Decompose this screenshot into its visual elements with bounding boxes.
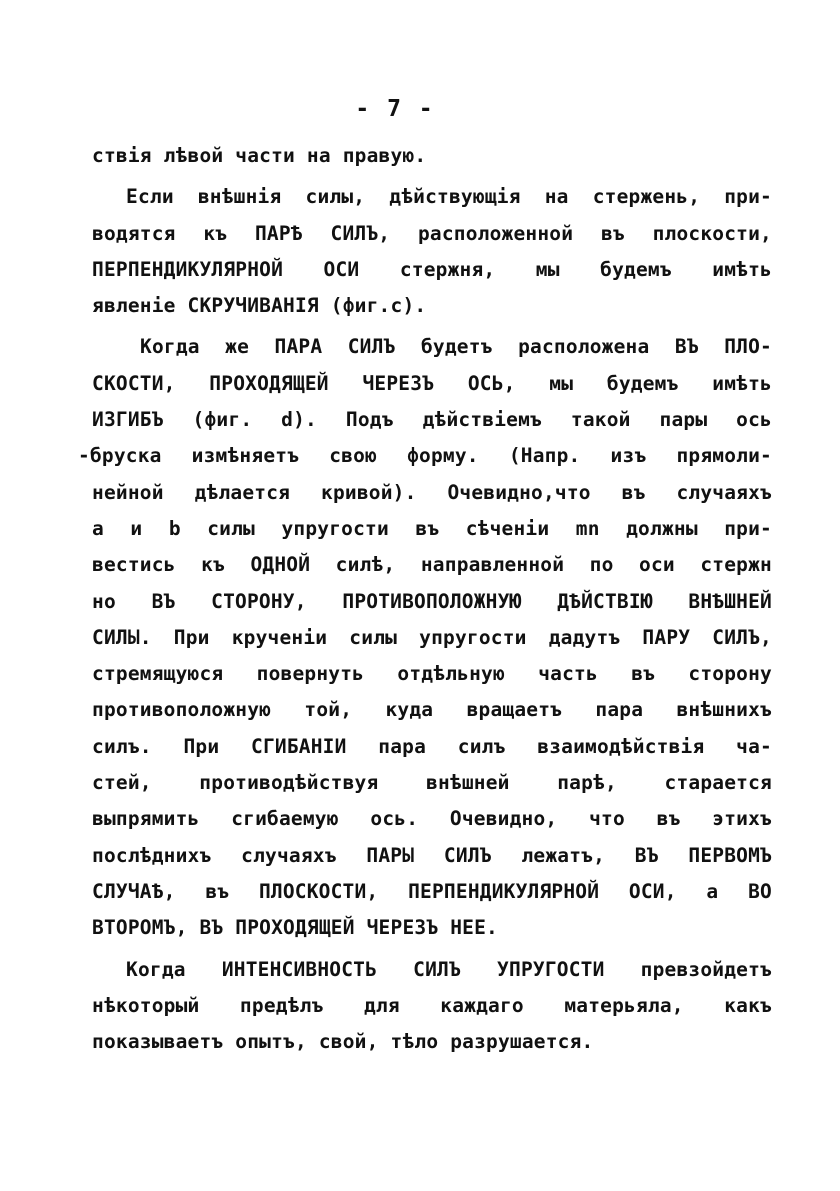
- paragraph-1: [92, 138, 772, 174]
- paragraph-2: [92, 179, 772, 324]
- page-number: - 7 -: [355, 96, 435, 122]
- text-line: стремящуюся повернуть отдѣльную часть въ сторону: [92, 662, 772, 686]
- text-line: но ВЪ СТОРОНУ, ПРОТИВОПОЛОЖНУЮ ДѢЙСТВІЮ ВНѢШНЕЙ: [92, 589, 772, 613]
- text-line: водятся къ ПАРѢ СИЛЪ, расположенной въ плоскости,: [92, 221, 772, 245]
- text-line: a и b силы упругости въ сѣченіи mn должны при-: [92, 516, 772, 540]
- text-line: показываетъ опытъ, свой, тѣло разрушается.: [92, 1030, 594, 1054]
- body-text: [78, 138, 772, 1060]
- text-line: ВТОРОМЪ, ВЪ ПРОХОДЯЩЕЙ ЧЕРЕЗЪ НЕЕ.: [92, 916, 498, 940]
- text-line: СЛУЧАѢ, въ ПЛОСКОСТИ, ПЕРПЕНДИКУЛЯРНОЙ ОСИ, а ВО: [92, 879, 772, 903]
- text-line: явленіе СКРУЧИВАНІЯ (фиг.с).: [92, 294, 427, 318]
- text-line: СКОСТИ, ПРОХОДЯЩЕЙ ЧЕРЕЗЪ ОСЬ, мы будемъ имѣть: [92, 371, 772, 395]
- text-line: стей, противодѣйствуя внѣшней парѣ, старается: [92, 771, 772, 795]
- text-line: силъ. При СГИБАНІИ пара силъ взаимодѣйствія ча-: [92, 734, 772, 758]
- text-line: Если внѣшнія силы, дѣйствующія на стержень, при-: [126, 185, 772, 209]
- text-line: ствія лѣвой части на правую.: [92, 144, 427, 167]
- text-line: -бруска измѣняетъ свою форму. (Напр. изъ прямоли-: [78, 444, 772, 468]
- text-line: послѣднихъ случаяхъ ПАРЫ СИЛЪ лежатъ, ВЪ ПЕРВОМЪ: [92, 843, 772, 867]
- paragraph-4: [92, 952, 772, 1061]
- paragraph-3: [78, 329, 772, 946]
- text-line: нейной дѣлается кривой). Очевидно,что въ случаяхъ: [92, 480, 772, 504]
- text-line: ИЗГИБЪ (фиг. d). Подъ дѣйствіемъ такой пары ось: [92, 408, 772, 432]
- text-line: нѣкоторый предѣлъ для каждаго матерьяла, какъ: [92, 993, 772, 1017]
- text-line: выпрямить сгибаемую ось. Очевидно, что въ этихъ: [92, 807, 772, 831]
- text-line: вестись къ ОДНОЙ силѣ, направленной по оси стержн: [92, 553, 772, 577]
- text-line: СИЛЫ. При крученіи силы упругости дадутъ ПАРУ СИЛЪ,: [92, 625, 772, 649]
- text-line: противоположную той, куда вращаетъ пара внѣшнихъ: [92, 698, 772, 722]
- text-line: Когда ИНТЕНСИВНОСТЬ СИЛЪ УПРУГОСТИ превзойдетъ: [126, 957, 772, 981]
- text-line: ПЕРПЕНДИКУЛЯРНОЙ ОСИ стержня, мы будемъ имѣть: [92, 257, 772, 281]
- text-line: Когда же ПАРА СИЛЪ будетъ расположена ВЪ ПЛО-: [140, 335, 772, 359]
